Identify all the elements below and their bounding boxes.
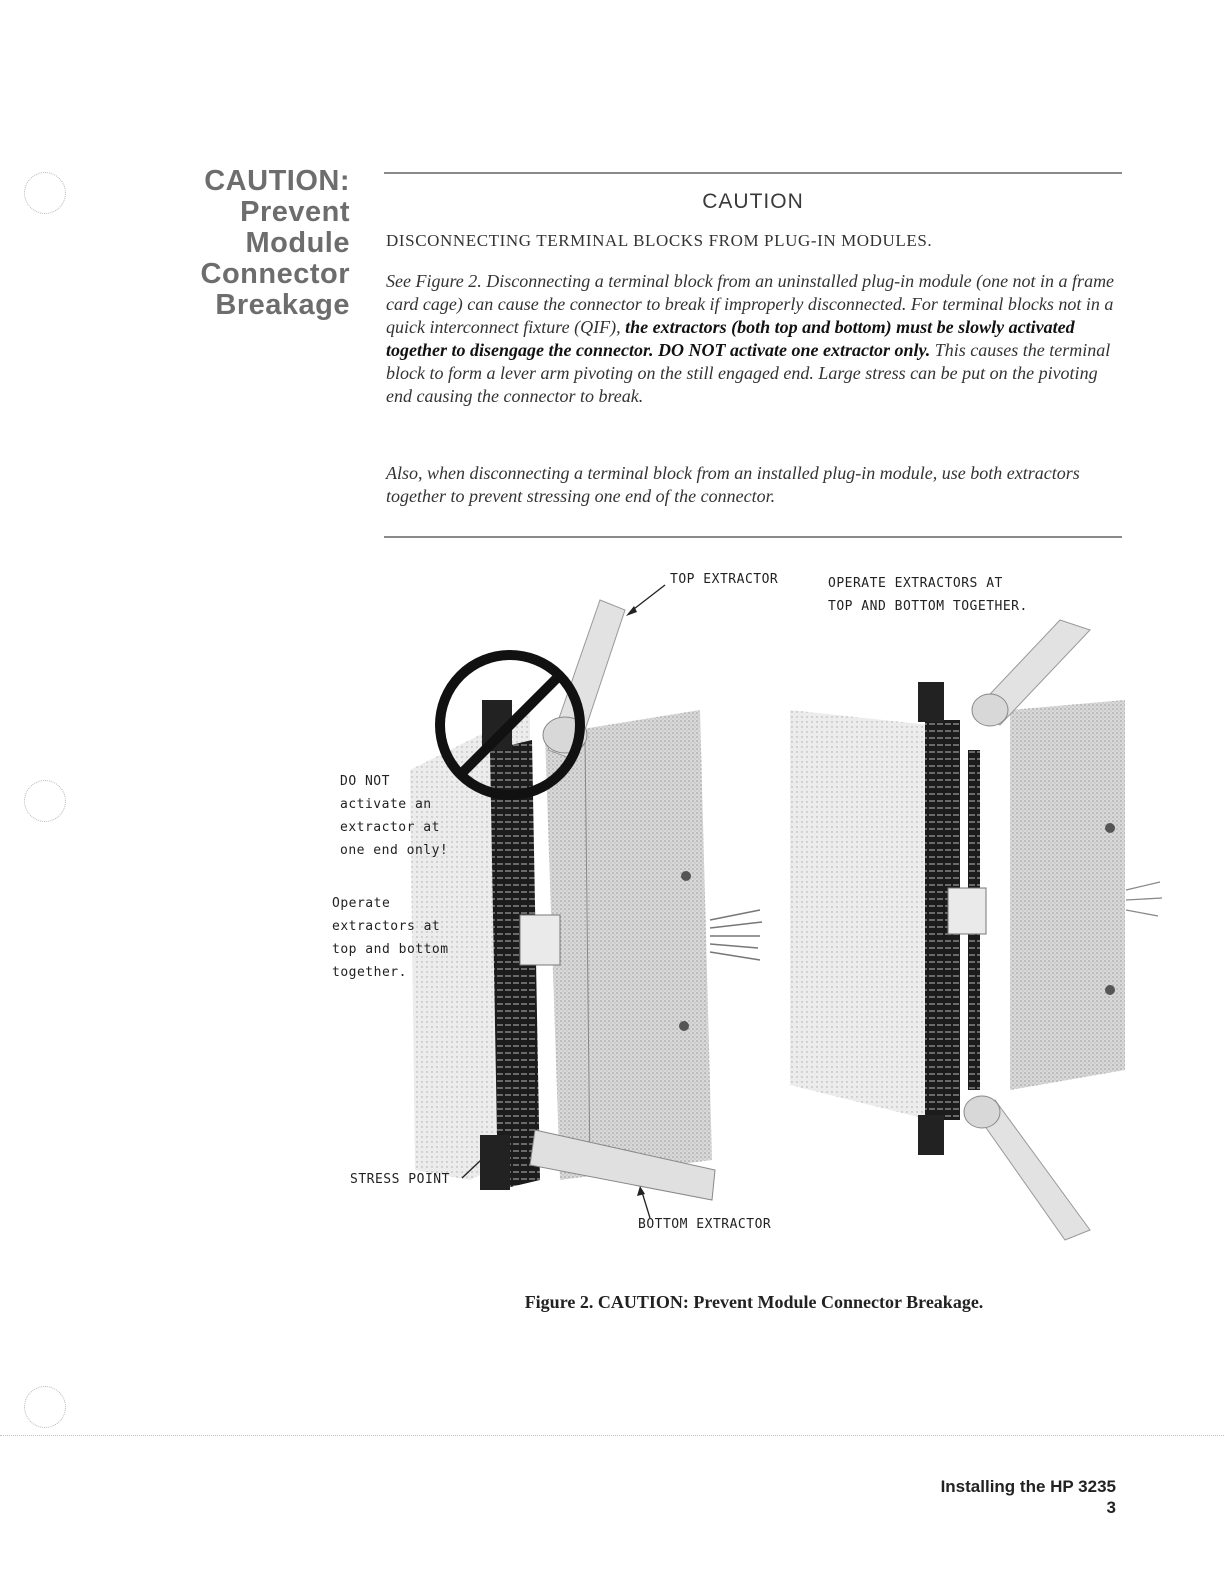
side-heading-line: Connector — [200, 258, 350, 290]
label-operate-lower: Operate extractors at top and bottom together. — [332, 896, 449, 980]
side-heading — [150, 166, 350, 321]
footer-title: Installing the HP 3235 — [940, 1477, 1116, 1496]
label-operate-together: OPERATE EXTRACTORS AT TOP AND BOTTOM TOGETHER. — [828, 576, 1028, 614]
side-heading-line: Breakage — [215, 289, 350, 321]
left-module — [410, 585, 762, 1218]
paragraph-1-intro: See Figure 2. Disconnecting a terminal block from an uninstalled plug-in module (one not in a frame card cage) can cause the connector to break if improperly disconnected. For terminal blocks not in a quick interconnect fixture (QIF), — [386, 271, 1115, 337]
caution-paragraph-2: Also, when disconnecting a terminal block from an installed plug-in module, use both extractors together to prevent stressing one end of the connector. — [386, 463, 1080, 506]
binder-hole-middle — [24, 780, 66, 822]
paragraph-1-warning: the extractors (both top and bottom) must be slowly activated together to disengage the connector. DO NOT activate one extractor only. — [386, 317, 1075, 360]
label-do-not: DO NOT activate an extractor at one end only! — [340, 774, 449, 858]
paragraph-1-rest: This causes the terminal block to form a lever arm pivoting on the still engaged end. Large stress can be put on the pivoting end causing the connector to break. — [386, 340, 1111, 406]
binder-hole-top — [24, 172, 66, 214]
page-footer — [941, 1476, 1116, 1518]
label-stress-point: STRESS POINT — [350, 1172, 450, 1187]
side-heading-line: Prevent — [240, 196, 350, 228]
label-top-extractor: TOP EXTRACTOR — [670, 572, 779, 587]
side-heading-line: CAUTION: — [204, 165, 350, 197]
page-number: 3 — [1106, 1498, 1116, 1517]
caution-top-rule — [384, 172, 1122, 174]
footer-divider — [0, 1435, 1224, 1436]
binder-hole-bottom — [24, 1386, 66, 1428]
figure-2 — [320, 560, 1180, 1260]
side-heading-line: Module — [245, 227, 350, 259]
caution-paragraph-1 — [386, 270, 1126, 408]
figure-caption: Figure 2. CAUTION: Prevent Module Connector Breakage. — [524, 1292, 984, 1312]
caution-subtitle: DISCONNECTING TERMINAL BLOCKS FROM PLUG-IN MODULES. — [386, 231, 933, 250]
module-photo-illustration — [320, 560, 1180, 1260]
label-bottom-extractor: BOTTOM EXTRACTOR — [638, 1217, 772, 1232]
caution-bottom-rule — [384, 536, 1122, 538]
caution-title: CAUTION — [702, 190, 804, 213]
right-module — [790, 620, 1162, 1240]
